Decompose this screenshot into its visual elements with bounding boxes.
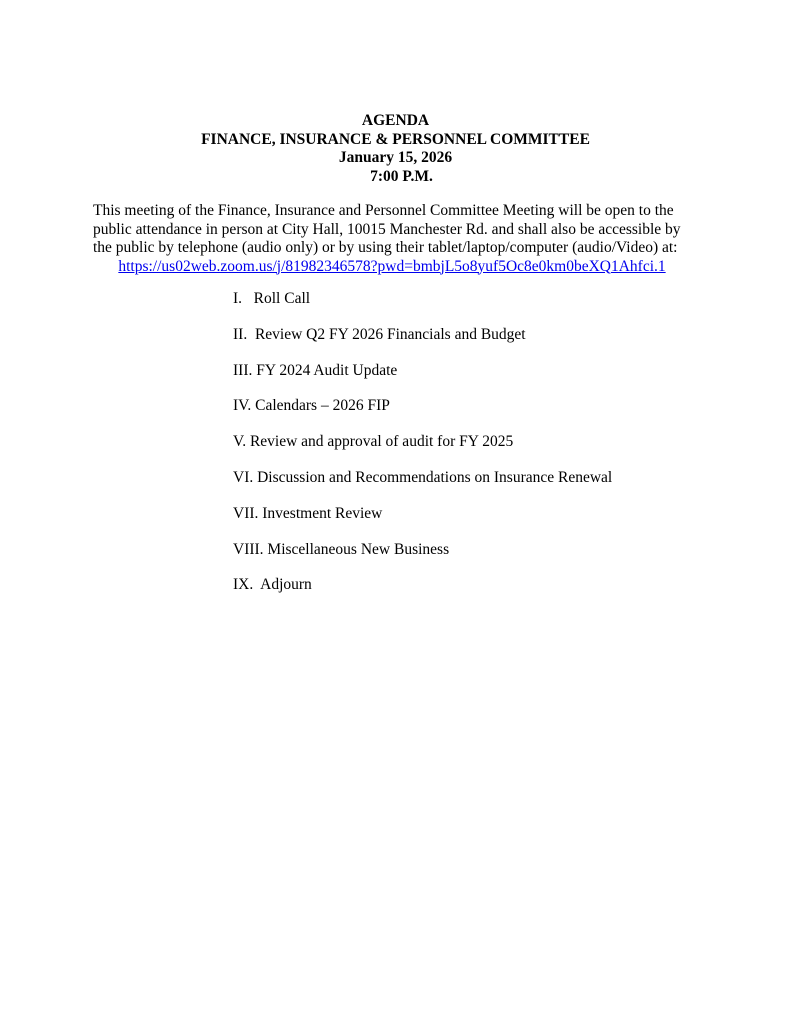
intro-line: This meeting of the Finance, Insurance and Personnel Committee Meeting will be open to the [93,202,674,219]
agenda-header [0,112,791,186]
agenda-title: AGENDA [361,112,430,129]
agenda-item: III. FY 2024 Audit Update [233,361,398,379]
agenda-item: VII. Investment Review [233,504,383,522]
agenda-item: V. Review and approval of audit for FY 2025 [233,433,514,451]
agenda-item: II. Review Q2 FY 2026 Financials and Budget [233,325,526,343]
intro-line: the public by telephone (audio only) or by using their tablet/laptop/computer (audio/Video) at: [93,239,678,256]
zoom-meeting-link[interactable]: https://us02web.zoom.us/j/81982346578?pwd=bmbjL5o8yuf5Oc8e0km0beXQ1Ahfci.1 [118,257,666,275]
committee-name: FINANCE, INSURANCE & PERSONNEL COMMITTEE [201,130,590,148]
agenda-item: VI. Discussion and Recommendations on Insurance Renewal [233,468,613,486]
meeting-time: 7:00 P.M. [370,167,433,185]
agenda-item: IX. Adjourn [233,576,312,594]
agenda-item: VIII. Miscellaneous New Business [233,540,450,558]
meeting-description [93,202,713,276]
agenda-item: IV. Calendars – 2026 FIP [233,397,390,415]
intro-line: public attendance in person at City Hall, 10015 Manchester Rd. and shall also be accessible by [93,220,681,238]
agenda-items [233,290,612,612]
meeting-date: January 15, 2026 [338,149,453,166]
agenda-item: I. Roll Call [233,290,311,307]
